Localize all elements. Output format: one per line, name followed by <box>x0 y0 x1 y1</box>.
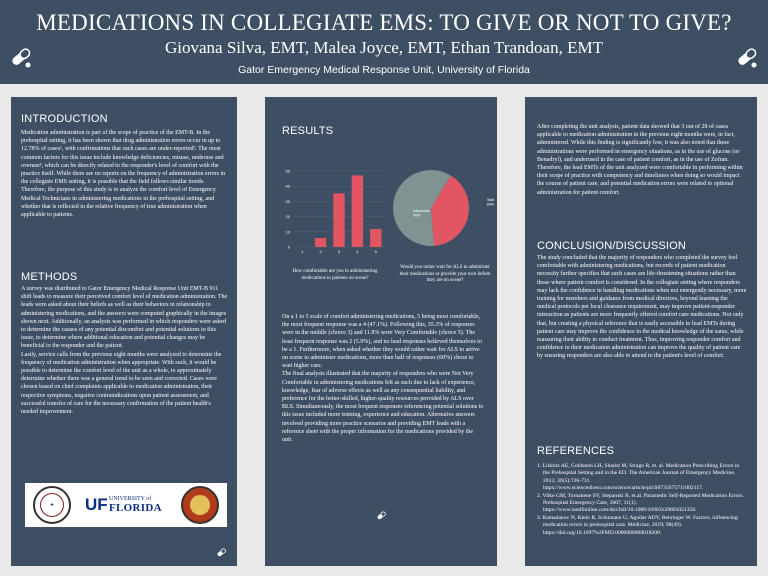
uf-mark: UF <box>85 495 108 514</box>
discussion-intro-text: After completing the unit analysis, patient data showed that 3 out of 28 of cases applicable to medication administration in the previous eight months were, in fact, administered. While this finding is significantly low, it was also noted that these administrations were performed in emergency situations, as in the use of glucose (or Benadryl), and underused in the case of patient comfort, as in the use of Zofran. Therefore, the lead EMTs of the unit analyzed were comfortable in performing within their scope of practice with competency and timeliness when doing so would impact the course of patient care, and potential medication errors were related to optional administration for patient comfort. <box>537 124 743 196</box>
reference-item: 1. Lilshitz AE, Goldstein LH, Sharist M, Strugo R, et. al. Medication Prescribing Errors in the Prehospital Setting and in the ED. The American Journal of Emergency Medicine, 2012; 30(5):726-731. https://www.sciencedirect.com/science/article/pii/S0735675711002117. <box>537 463 740 492</box>
left-panel <box>11 97 237 566</box>
x-tick-label: 1 <box>301 249 304 254</box>
pie-chart-caption: Would you rather wait for ALS to administer their medications or provide your own before they are on scene? <box>399 265 491 283</box>
pie-label: 40% <box>413 213 421 218</box>
pill-icon <box>376 510 387 521</box>
references-heading: REFERENCES <box>537 445 615 457</box>
x-tick-label: 4 <box>356 249 359 254</box>
bar <box>315 238 326 247</box>
y-tick-label: 30 <box>285 198 290 204</box>
bar <box>333 193 344 247</box>
bar <box>352 175 363 247</box>
poster-authors: Giovana Silva, EMT, Malea Joyce, EMT, Ethan Trandoan, EMT <box>165 38 603 57</box>
bar-chart-svg <box>279 163 391 259</box>
logo-strip <box>25 483 227 527</box>
uf-line-1: UNIVERSITY of <box>109 496 152 502</box>
pie-label: Administer <box>413 209 430 213</box>
poster-header <box>0 0 768 84</box>
introduction-text: Medication administration is part of the scope of practice of the EMT-B. In the prehospital setting, it has been shown that drug administration errors occur in up to 12.78% of cases¹, with confirmations that such cases are under-reported². The most common factors for this issue include knowledge deficiencies, misuse, underuse and overuse³, which can be directly related to the responder's level of comfort with the practice itself. While there are no reports on the frequency of administration errors in the collegiate EMS setting, it is possible that the field follows similar trends. Therefore, the purpose of this study is to analyze the comfort level of Emergency Medical Technicians in administering medications in the prehospital setting, and whether that is reflected in the relative frequency of true administration when applicable to patients. <box>21 130 226 219</box>
pie-label: Wait <box>486 198 494 202</box>
bar <box>370 229 381 247</box>
bar-chart-caption: How comfortable are you in administering medications to patients on scene? <box>292 269 378 281</box>
poster-title: MEDICATIONS IN COLLEGIATE EMS: TO GIVE OR NOT TO GIVE? <box>36 10 732 35</box>
uf-line-2: FLORIDA <box>109 502 162 514</box>
wait-pie-chart <box>389 163 499 259</box>
pill-icon <box>734 44 760 70</box>
pill-icon <box>216 547 227 558</box>
gemru-seal: ✚ <box>33 486 71 524</box>
references-list <box>537 463 747 537</box>
uf-logo <box>85 495 169 515</box>
results-paragraph-1: On a 1 to 5 scale of comfort administering medications, 5 being most comfortable, the most frequent response was a 4 (47.1%). Following this, 35.3% of responses were in the middle (choice 3) and 11.8% were Very Comfortable (choice 5). The least frequent response was 2 (5.9%), and no lead responses believed themselves to be a 1. Furthermore, when asked whether they would rather wait for ALS to arrive on scene to administer medications, more than half of responses (60%) chose to wait higher care. <box>282 314 482 370</box>
conclusion-heading: CONCLUSION/DISCUSSION <box>537 240 687 252</box>
comfort-bar-chart <box>279 163 391 259</box>
results-paragraph-2: The final analysis illustrated that the majority of responders who were Not Very Comfortable in administering medications felt as such due to lack of experience, knowledge, fear of adverse effects as well as any consequential liability, and preference for the better-skilled, higher-quality resources provided by ALS over BLS. Simultaneously, the most frequent responses referencing potential solutions to this issue included more training, experience and education. Alternative answers involved providing more practice scenarios and providing EMT leads with a reference sheet with the proper information for the medications provided by the unit. <box>282 371 484 444</box>
results-heading: RESULTS <box>282 125 334 137</box>
right-panel <box>525 97 757 566</box>
pill-icon <box>8 44 34 70</box>
y-tick-label: 40 <box>285 183 290 189</box>
results-text <box>282 313 485 444</box>
methods-text <box>21 285 228 416</box>
pie-chart-svg <box>389 163 499 259</box>
x-tick-label: 5 <box>374 249 377 254</box>
x-tick-label: 3 <box>337 249 341 254</box>
reference-item: 3. Ramadanov N, Klein R, Schumann U, Aguilar ADV, Behringer W. Factors, influencing medication errors in prehospital care. Medicine, 2019; 98(49). https://doi.org/10.1097%2FMD.0000000000018200. <box>537 514 738 536</box>
introduction-heading: INTRODUCTION <box>21 113 108 125</box>
reference-item: 2. Vilke GM, Tornabene SV, Stepanski B, et.al. Paramedic Self-Reported Medication Errors. Prehospital Emergency Care, 2007, 11(1). https://www.tandfonline.com/doi/full/10.1080/10903120601021358. <box>537 492 744 514</box>
methods-heading: METHODS <box>21 271 78 283</box>
middle-panel <box>265 97 497 566</box>
pie-label: 60% <box>486 202 494 207</box>
y-tick-label: 10 <box>285 229 290 235</box>
y-tick-label: 0 <box>287 244 290 250</box>
poster-affiliation: Gator Emergency Medical Response Unit, University of Florida <box>238 64 530 76</box>
methods-paragraph-2: Lastly, service calls from the previous eight months were analyzed to determine the frequency of medication administration when appropriate. With such, it would be possible to determine the comfort level of the unit as a whole, to approximately determine whether there was a general trend to be seen and corrected. Cases were chosen based on chief complaints applicable to medication administration, their respective symptoms, negative contraindications upon patient assessment, and successful transfer of care for the necessary confirmation of the patient health's needed improvement. <box>21 351 222 416</box>
conclusion-text: The study concluded that the majority of responders who completed the survey feel comfortable with administering medications, but records of patient medication necessity further specifies that such cases are life-threatening situations rather than those where patient comfort is considered. In the collegiate setting where responders may lack the confidence in handling medications when not emergently necessary, more training for members and guidance from medical directors, beyond learning the medical protocols per local clearance requirement, may improve patient-responder interaction as patients are more frequently offered comfort care medications. Not only that, but creating a physical reference that is easily accessible to lead EMTs during patient care may improve the confidence in the medical knowledge of the same, while reassuring their ability to conduct treatment. Thus, improving responder comfort and confidence in their medication administration can improve the quality of patient care by ensuring responders are also able to attend to the patient's level of comfort. <box>537 255 747 360</box>
x-tick-label: 2 <box>319 249 322 254</box>
y-tick-label: 20 <box>285 214 290 220</box>
gator-seal <box>181 486 219 524</box>
methods-paragraph-1: A survey was distributed to Gator Emergency Medical Response Unit EMT-B 911 shift leads to measure their perceived comfort level of medication administration. The leads were asked about their beliefs as well as their behaviors in relationship to administering medications, and the answers were computed graphically in the images shown next. Additionally, an analysis was performed in which responders were asked to determine the causes of any potential discomfort and potential solutions to this issue, to determine where additional education and potential changes may be beneficial to the responder and the patient. <box>21 286 228 350</box>
y-tick-label: 50 <box>285 168 290 174</box>
